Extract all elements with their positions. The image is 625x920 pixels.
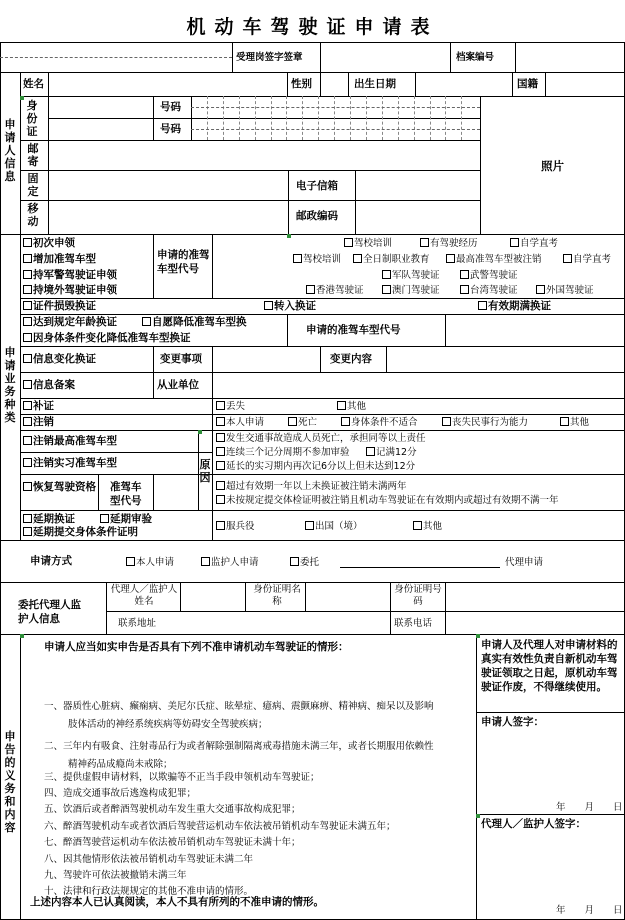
reason-2b-label: 记满12分 bbox=[376, 447, 417, 458]
delay-audit-option[interactable] bbox=[100, 513, 152, 526]
cancel-opt-label: 死亡 bbox=[298, 417, 318, 428]
agent-name-label: 代理人／监护人姓名 bbox=[110, 584, 178, 607]
expired-1[interactable] bbox=[216, 480, 407, 493]
checkbox-icon[interactable] bbox=[563, 254, 572, 263]
zip-label: 邮政编码 bbox=[296, 210, 338, 222]
agent-cert-label: 身份证明名 称 bbox=[253, 584, 320, 607]
body-option[interactable] bbox=[23, 332, 191, 345]
cancel-opt-label: 身体条件不适合 bbox=[351, 417, 418, 428]
opt-label: 外国驾驶证 bbox=[546, 285, 594, 296]
notice-item: 八、因其他情形依法被吊销机动车驾驶证未满二年 bbox=[44, 854, 254, 865]
opt-label: 武警驾驶证 bbox=[470, 270, 518, 281]
checkbox-icon[interactable] bbox=[126, 557, 135, 566]
transfer-label: 转入换证 bbox=[274, 300, 316, 312]
lost-option[interactable] bbox=[23, 300, 96, 313]
other2-label: 其他 bbox=[423, 521, 443, 532]
expire-option[interactable] bbox=[478, 300, 551, 313]
checkbox-icon[interactable] bbox=[216, 433, 225, 442]
opt-macau[interactable] bbox=[382, 284, 440, 297]
agent-certno-label: 身份证明号 码 bbox=[394, 584, 452, 607]
notice-item: 二、三年内有吸食、注射毒品行为或者解除强制隔离戒毒措施未满三年，或者长期服用依赖性 bbox=[44, 741, 434, 752]
method-self-label: 本人申请 bbox=[136, 557, 175, 568]
restore-label: 恢复驾驶资格 bbox=[33, 481, 96, 493]
lost2-label: 丢失 bbox=[226, 401, 246, 412]
checkbox-icon[interactable] bbox=[23, 401, 32, 410]
pledge-text: 申请人及代理人对申请材料的真实有效性负责自新机动车驾驶证领取之日起，原机动车驾驶证作废，不得继续使用。 bbox=[481, 639, 618, 693]
other-option[interactable] bbox=[337, 400, 366, 413]
checkbox-icon[interactable] bbox=[216, 447, 225, 456]
checkbox-icon[interactable] bbox=[382, 270, 391, 279]
checkbox-icon[interactable] bbox=[460, 270, 469, 279]
notice-item: 九、驾驶许可依法被撤销未满三年 bbox=[44, 870, 187, 881]
checkbox-icon[interactable] bbox=[382, 285, 391, 294]
email-label: 电子信箱 bbox=[296, 180, 338, 192]
checkbox-icon[interactable] bbox=[478, 301, 487, 310]
checkbox-icon[interactable] bbox=[23, 285, 32, 294]
lost2-option[interactable] bbox=[216, 400, 245, 413]
checkbox-icon[interactable] bbox=[536, 285, 545, 294]
notice-side: 申告的义务和内容 bbox=[4, 730, 16, 834]
change-content-label: 变更内容 bbox=[330, 353, 372, 365]
lost-label: 证件损毁换证 bbox=[33, 300, 96, 312]
voluntary-label: 自愿降低准驾车型换 bbox=[152, 316, 247, 328]
checkbox-icon[interactable] bbox=[337, 401, 346, 410]
opt-self-study-2[interactable] bbox=[563, 253, 611, 266]
checkbox-icon[interactable] bbox=[413, 521, 422, 530]
apply-type-label: 申请的准驾车型代号 bbox=[157, 249, 210, 275]
reason-2-label: 连续三个记分周期不参加审验 bbox=[226, 447, 350, 458]
delay-audit-label: 延期审验 bbox=[110, 513, 152, 525]
reissue-label: 补证 bbox=[33, 400, 54, 412]
restore-option[interactable] bbox=[23, 480, 97, 494]
applicant-side: 申请人信息 bbox=[4, 118, 16, 183]
biz-side: 申请业务种类 bbox=[4, 346, 16, 424]
checkbox-icon[interactable] bbox=[446, 254, 455, 263]
transfer-option[interactable] bbox=[264, 300, 316, 313]
military-label: 持军警驾驶证申领 bbox=[33, 269, 117, 281]
method-agent-label: 代理申请 bbox=[505, 557, 544, 568]
other2-option[interactable] bbox=[413, 520, 442, 533]
reason-2[interactable] bbox=[216, 446, 350, 459]
age-label: 达到规定年龄换证 bbox=[33, 316, 117, 328]
checkbox-icon[interactable] bbox=[216, 401, 225, 410]
opt-vocational[interactable] bbox=[353, 253, 430, 266]
date-1: 年 月 日 bbox=[556, 802, 623, 813]
expired-2[interactable] bbox=[216, 494, 559, 507]
agent-sign-label: 代理人／监护人签字： bbox=[481, 818, 586, 830]
reason-1[interactable] bbox=[216, 432, 426, 445]
opt-top-cancelled[interactable] bbox=[446, 253, 542, 266]
opt-label: 驾校培训 bbox=[303, 254, 342, 265]
opt-label: 有驾驶经历 bbox=[430, 238, 478, 249]
checkbox-icon[interactable] bbox=[216, 417, 225, 426]
apply-type2-label: 申请的准驾车型代号 bbox=[306, 324, 401, 336]
cancel-body[interactable] bbox=[341, 416, 418, 429]
reason-label: 原因 bbox=[199, 458, 211, 484]
checkbox-icon[interactable] bbox=[510, 238, 519, 247]
checkbox-icon[interactable] bbox=[442, 417, 451, 426]
opt-label: 台湾驾驶证 bbox=[470, 285, 518, 296]
checkbox-icon[interactable] bbox=[23, 436, 32, 445]
checkbox-icon[interactable] bbox=[290, 557, 299, 566]
opt-label: 军队驾驶证 bbox=[392, 270, 440, 281]
gender-label: 性别 bbox=[291, 78, 312, 90]
add-type-option[interactable] bbox=[23, 253, 96, 266]
cancel-opt-label: 其他 bbox=[570, 417, 590, 428]
employer-label: 从业单位 bbox=[157, 379, 199, 391]
voluntary-option[interactable] bbox=[142, 316, 247, 329]
checkbox-icon[interactable] bbox=[305, 521, 314, 530]
checkbox-icon[interactable] bbox=[23, 333, 32, 342]
opt-label: 香港驾驶证 bbox=[316, 285, 364, 296]
checkbox-icon[interactable] bbox=[23, 417, 32, 426]
other-label: 其他 bbox=[347, 401, 367, 412]
method-label: 申请方式 bbox=[30, 555, 72, 567]
opt-hk[interactable] bbox=[306, 284, 364, 297]
drv-type-label: 准驾车型代号 bbox=[110, 481, 142, 507]
reason-3-label: 延长的实习期内再次记6分以上但未达到12分 bbox=[226, 461, 416, 472]
service-option[interactable] bbox=[216, 520, 255, 533]
cancel-top-option[interactable] bbox=[23, 435, 117, 448]
checkbox-icon[interactable] bbox=[23, 514, 32, 523]
checkbox-icon[interactable] bbox=[366, 447, 375, 456]
notice-item: 精神药品成瘾尚未戒除； bbox=[68, 759, 173, 770]
opt-label: 最高准驾车型被注销 bbox=[456, 254, 542, 265]
opt-taiwan[interactable] bbox=[460, 284, 518, 297]
agent-addr-label: 联系地址 bbox=[118, 618, 157, 629]
age-option[interactable] bbox=[23, 316, 117, 329]
opt-experience[interactable] bbox=[420, 237, 478, 250]
checkbox-icon[interactable] bbox=[23, 354, 32, 363]
cancel-self[interactable] bbox=[216, 416, 264, 429]
record-option[interactable] bbox=[23, 379, 75, 392]
info-change-option[interactable] bbox=[23, 353, 96, 366]
id-no-label: 号码 bbox=[160, 101, 181, 113]
notice-item: 四、造成交通事故后逃逸构成犯罪； bbox=[44, 788, 197, 799]
notice-item: 三、提供虚假申请材料，以欺骗等不正当手段申领机动车驾驶证； bbox=[44, 772, 320, 783]
opt-label: 自学直考 bbox=[520, 238, 559, 249]
checkbox-icon[interactable] bbox=[216, 495, 225, 504]
method-entrust[interactable] bbox=[290, 556, 319, 569]
agent-section-label: 委托代理人监护人信息 bbox=[18, 599, 81, 625]
mobile-label: 移动 bbox=[27, 202, 39, 228]
checkbox-icon[interactable] bbox=[23, 317, 32, 326]
checkbox-icon[interactable] bbox=[288, 417, 297, 426]
archive-label: 档案编号 bbox=[456, 52, 495, 63]
checkbox-icon[interactable] bbox=[353, 254, 362, 263]
name-label: 姓名 bbox=[23, 78, 44, 90]
notice-item: 一、器质性心脏病、癫痫病、美尼尔氏症、眩晕症、癔病、震颤麻痹、精神病、痴呆以及影响 bbox=[44, 701, 434, 712]
cancel-label: 注销 bbox=[33, 416, 54, 428]
opt-army[interactable] bbox=[382, 269, 440, 282]
checkbox-icon[interactable] bbox=[420, 238, 429, 247]
opt-label: 驾校培训 bbox=[354, 238, 393, 249]
opt-self-study[interactable] bbox=[510, 237, 558, 250]
checkbox-icon[interactable] bbox=[201, 557, 210, 566]
checkbox-icon[interactable] bbox=[100, 514, 109, 523]
checkbox-icon[interactable] bbox=[460, 285, 469, 294]
checkbox-icon[interactable] bbox=[23, 482, 32, 491]
method-self[interactable] bbox=[126, 556, 174, 569]
reason-3[interactable] bbox=[216, 460, 415, 473]
delay-body-option[interactable] bbox=[23, 526, 138, 539]
notice-item: 十、法律和行政法规规定的其他不准申请的情形。 bbox=[44, 886, 254, 897]
military-option[interactable] bbox=[23, 269, 117, 282]
first-apply-option[interactable] bbox=[23, 237, 75, 250]
change-item-label: 变更事项 bbox=[160, 353, 202, 365]
delay-swap-option[interactable] bbox=[23, 513, 75, 526]
cancel-death[interactable] bbox=[288, 416, 317, 429]
expire-label: 有效期满换证 bbox=[488, 300, 551, 312]
cancel-other[interactable] bbox=[560, 416, 589, 429]
notice-item: 六、醉酒驾驶机动车或者饮酒后驾驶营运机动车依法被吊销机动车驾驶证未满五年； bbox=[44, 821, 396, 832]
checkbox-icon[interactable] bbox=[23, 254, 32, 263]
reason-1-label: 发生交通事故造成人员死亡，承担同等以上责任 bbox=[226, 433, 426, 444]
opt-police[interactable] bbox=[460, 269, 518, 282]
delay-swap-label: 延期换证 bbox=[33, 513, 75, 525]
checkbox-icon[interactable] bbox=[216, 481, 225, 490]
notice-item: 五、饮酒后或者醉酒驾驶机动车发生重大交通事故构成犯罪； bbox=[44, 804, 301, 815]
checkbox-icon[interactable] bbox=[23, 238, 32, 247]
checkbox-icon[interactable] bbox=[341, 417, 350, 426]
checkbox-icon[interactable] bbox=[306, 285, 315, 294]
checkbox-icon[interactable] bbox=[23, 301, 32, 310]
reason-2b[interactable] bbox=[366, 446, 417, 459]
signer-label: 受理岗签字签章 bbox=[236, 52, 303, 63]
cancel-opt-label: 丧失民事行为能力 bbox=[452, 417, 529, 428]
notice-foot: 上述内容本人已认真阅读，本人不具有所列的不准申请的情形。 bbox=[30, 896, 324, 908]
checkbox-icon[interactable] bbox=[216, 521, 225, 530]
photo-label: 照片 bbox=[541, 159, 564, 173]
opt-label: 澳门驾驶证 bbox=[392, 285, 440, 296]
id-no2-label: 号码 bbox=[160, 123, 181, 135]
abroad-option[interactable] bbox=[305, 520, 363, 533]
foreign-label: 持境外驾驶证申领 bbox=[33, 284, 117, 296]
checkbox-icon[interactable] bbox=[23, 458, 32, 467]
opt-label: 全日制职业教育 bbox=[363, 254, 430, 265]
checkbox-icon[interactable] bbox=[23, 527, 32, 536]
info-change-label: 信息变化换证 bbox=[33, 353, 96, 365]
notice-item: 七、醉酒驾驶营运机动车依法被吊销机动车驾驶证未满十年； bbox=[44, 837, 301, 848]
cancel-capacity[interactable] bbox=[442, 416, 528, 429]
checkbox-icon[interactable] bbox=[264, 301, 273, 310]
agent-tel-label: 联系电话 bbox=[394, 618, 433, 629]
method-guardian-label: 监护人申请 bbox=[211, 557, 259, 568]
notice-head: 申请人应当如实申告是否具有下列不准申请机动车驾驶证的情形： bbox=[44, 641, 349, 653]
first-apply-label: 初次申领 bbox=[33, 237, 75, 249]
add-type-label: 增加准驾车型 bbox=[33, 253, 96, 265]
abroad-label: 出国（境） bbox=[315, 521, 363, 532]
cancel-top-label: 注销最高准驾车型 bbox=[33, 435, 117, 447]
checkbox-icon[interactable] bbox=[216, 461, 225, 470]
checkbox-icon[interactable] bbox=[344, 238, 353, 247]
nation-label: 国籍 bbox=[517, 78, 538, 90]
foreign-option[interactable] bbox=[23, 284, 117, 297]
body-label: 因身体条件变化降低准驾车型换证 bbox=[33, 332, 191, 344]
checkbox-icon[interactable] bbox=[23, 270, 32, 279]
expired-1-label: 超过有效期一年以上未换证被注销未满两年 bbox=[226, 481, 407, 492]
id-cert-label: 身份证 bbox=[26, 99, 38, 138]
notice-item: 肢体活动的神经系统疾病等妨碍安全驾驶疾病； bbox=[68, 719, 268, 730]
service-label: 服兵役 bbox=[226, 521, 255, 532]
cancel-option[interactable] bbox=[23, 416, 54, 429]
mail-label: 邮寄 bbox=[27, 142, 39, 168]
cancel-intern-option[interactable] bbox=[23, 457, 117, 470]
cancel-opt-label: 本人申请 bbox=[226, 417, 265, 428]
form-title: 机动车驾驶证申请表 bbox=[186, 16, 439, 38]
opt-driving-school-2[interactable] bbox=[293, 253, 341, 266]
applicant-sign-label: 申请人签字： bbox=[481, 716, 544, 728]
checkbox-icon[interactable] bbox=[142, 317, 151, 326]
record-label: 信息备案 bbox=[33, 379, 75, 391]
delay-body-label: 延期提交身体条件证明 bbox=[33, 526, 138, 538]
opt-driving-school[interactable] bbox=[344, 237, 392, 250]
method-guardian[interactable] bbox=[201, 556, 259, 569]
date-2: 年 月 日 bbox=[556, 905, 623, 916]
reissue-option[interactable] bbox=[23, 400, 54, 413]
fixed-label: 固定 bbox=[27, 172, 39, 198]
expired-2-label: 未按规定提交体检证明被注销且机动车驾驶证在有效期内或超过有效期不满一年 bbox=[226, 495, 559, 506]
opt-foreign[interactable] bbox=[536, 284, 594, 297]
checkbox-icon[interactable] bbox=[23, 380, 32, 389]
cancel-intern-label: 注销实习准驾车型 bbox=[33, 457, 117, 469]
checkbox-icon[interactable] bbox=[293, 254, 302, 263]
checkbox-icon[interactable] bbox=[560, 417, 569, 426]
method-entrust-label: 委托 bbox=[300, 557, 320, 568]
birth-label: 出生日期 bbox=[354, 78, 396, 90]
opt-label: 自学直考 bbox=[573, 254, 612, 265]
